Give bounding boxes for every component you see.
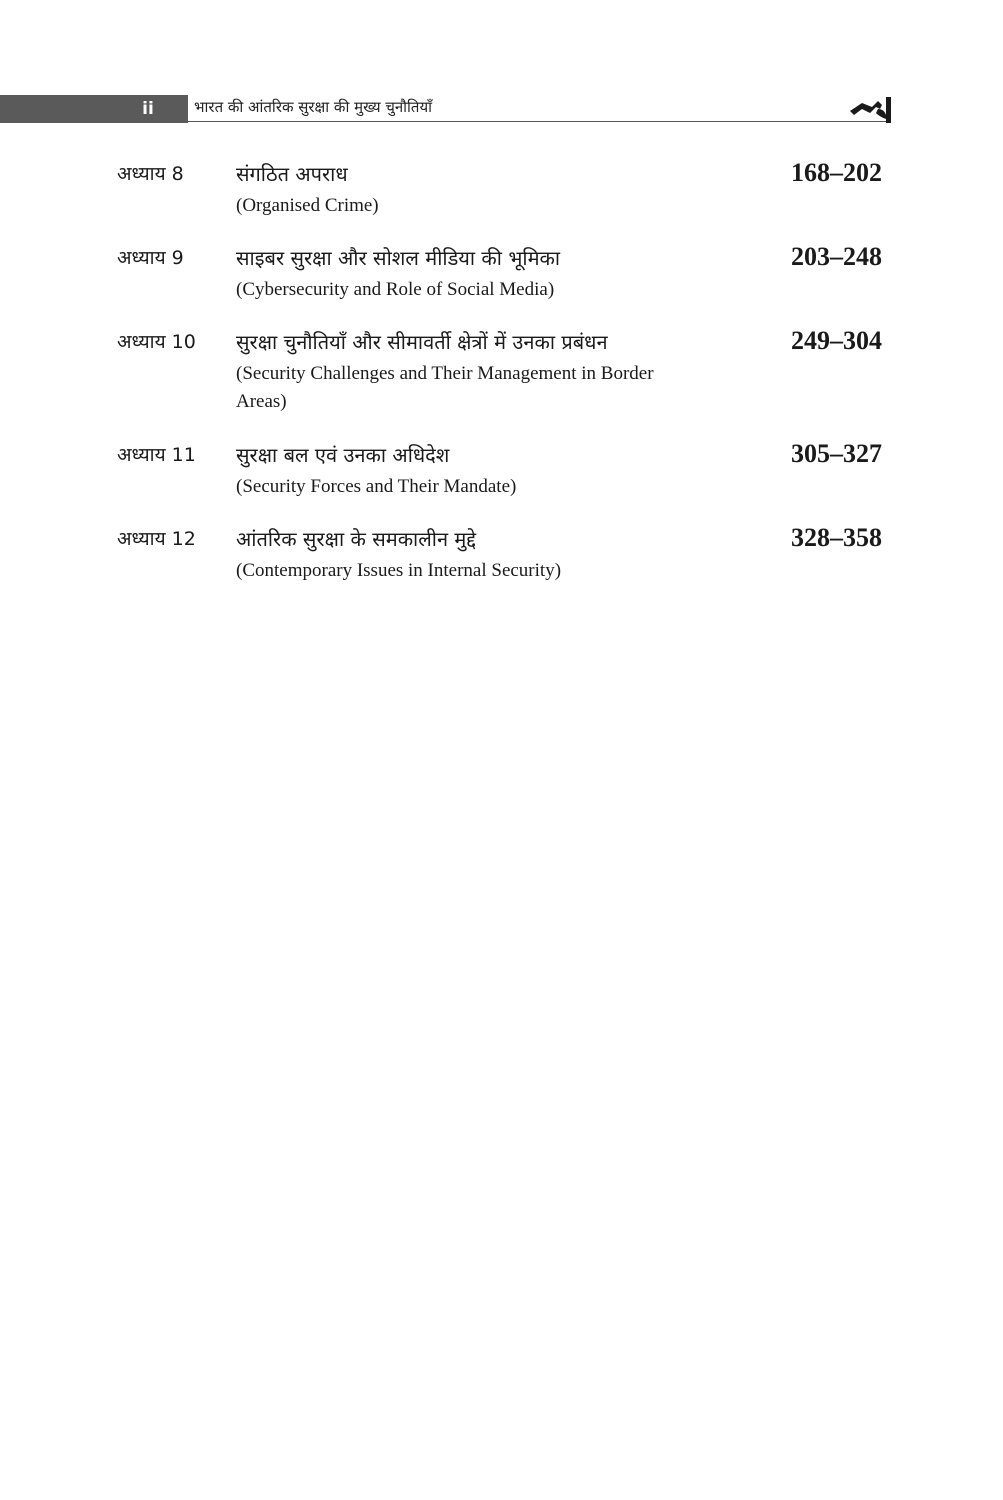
publisher-logo-icon [848,95,892,123]
chapter-english-title: (Contemporary Issues in Internal Security) [236,560,562,581]
chapter-english-title: (Security Forces and Their Mandate) [236,476,517,497]
chapter-page-range: 249–304 [791,326,882,355]
chapter-page-range: 328–358 [791,523,882,552]
page-number: ii [142,99,154,119]
running-header [0,95,892,123]
chapter-english-title: (Security Challenges and Their Management in Border Areas) [236,363,654,412]
chapter-hindi-title: सुरक्षा चुनौतियाँ और सीमावर्ती क्षेत्रों में उनका प्रबंधन [236,330,608,354]
chapter-hindi-title: संगठित अपराध [236,162,348,186]
chapter-hindi-title: आंतरिक सुरक्षा के समकालीन मुद्दे [236,527,477,551]
chapter-hindi-title: साइबर सुरक्षा और सोशल मीडिया की भूमिका [236,246,561,270]
chapter-page-range: 305–327 [791,439,882,468]
chapter-english-title: (Organised Crime) [236,195,379,216]
chapter-page-range: 168–202 [791,158,882,187]
chapter-label: अध्याय 12 [117,528,196,550]
header-rule [188,121,888,122]
chapter-label: अध्याय 8 [117,163,184,185]
running-title: भारत की आंतरिक सुरक्षा की मुख्य चुनौतियाँ [194,98,433,116]
chapter-label: अध्याय 11 [117,444,196,466]
chapter-page-range: 203–248 [791,242,882,271]
chapter-hindi-title: सुरक्षा बल एवं उनका अधिदेश [236,443,450,467]
chapter-label: अध्याय 10 [117,331,196,353]
chapter-english-title: (Cybersecurity and Role of Social Media) [236,279,555,300]
chapter-label: अध्याय 9 [117,247,184,269]
